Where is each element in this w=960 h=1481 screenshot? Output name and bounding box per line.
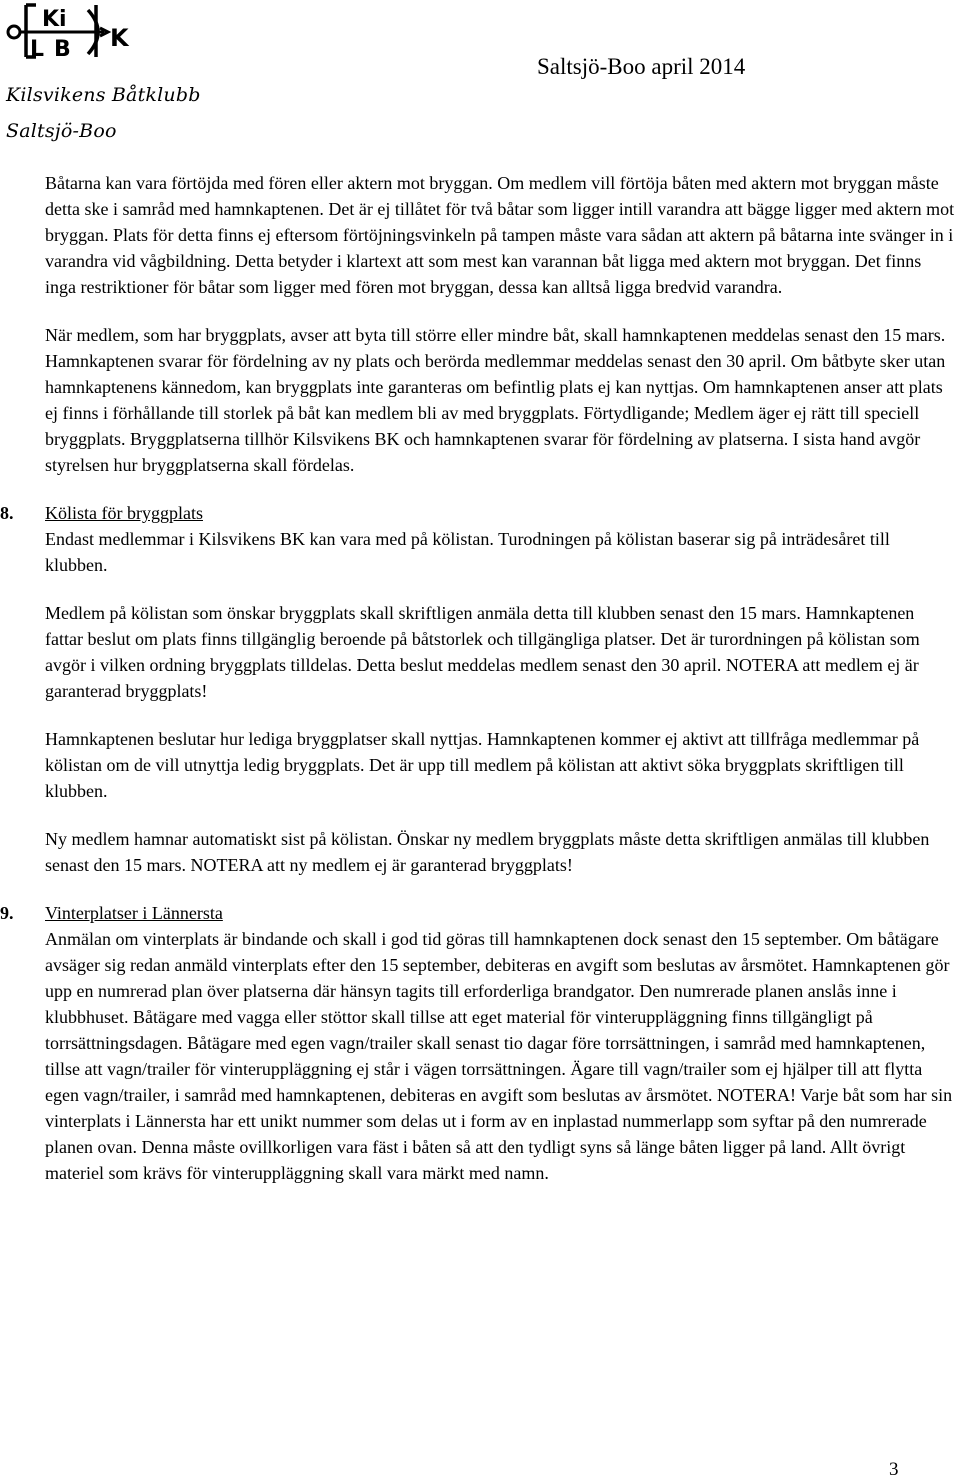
paragraph-boat-change: När medlem, som har bryggplats, avser att byta till större eller mindre båt, skall hamnkaptenen meddelas senast den 15 mars. Hamnkaptenen svarar för fördelning av ny plats och berörda medlemmar meddelas senast den 30 april. Om båtbyte sker utan hamnkaptenens kännedom, kan bryggplats inte garanteras om befintlig plats ej kan nyttjas. Om hamnkaptenen anser att plats ej finns i förhållande till storlek på båt kan medlem bli av med bryggplats. Förtydligande; Medlem äger ej rätt till speciell bryggplats. Bryggplatserna tillhör Kilsvikens BK och hamnkaptenen svarar för fördelning av platserna. I sista hand avgör styrelsen hur bryggplatserna skall fördelas.: [45, 325, 946, 475]
logo-letters-ki: Ki: [42, 7, 67, 32]
section-8: [0, 500, 955, 878]
section-paragraph: Ny medlem hamnar automatiskt sist på kölistan. Önskar ny medlem bryggplats måste detta skriftligen anmälas till klubben senast den 15 mars. NOTERA att ny medlem ej är garanterad bryggplats!: [45, 829, 930, 875]
club-location: Saltsjö-Boo: [6, 120, 117, 142]
section-number: 9.: [0, 903, 14, 923]
section-paragraph: Medlem på kölistan som önskar bryggplats skall skriftligen anmäla detta till klubben senast den 15 mars. Hamnkaptenen fattar beslut om plats finns tillgänglig beroende på båtstorlek och tillgängliga platser. Det är turordningen på kölistan som avgör i vilken ordning bryggplats tilldelas. Detta beslut meddelas medlem senast den 30 april. NOTERA att medlem ej är garanterad bryggplats!: [45, 603, 920, 701]
club-name: Kilsvikens Båtklubb: [6, 84, 201, 106]
page-number: 3: [889, 1459, 899, 1480]
section-number: 8.: [0, 503, 14, 523]
document-body: [0, 170, 955, 1186]
section-title: Vinterplatser i Lännersta: [45, 903, 223, 923]
section-title: Kölista för bryggplats: [45, 503, 203, 523]
section-paragraph: Endast medlemmar i Kilsvikens BK kan vara med på kölistan. Turodningen på kölistan baserar sig på inträdesåret till klubben.: [45, 529, 890, 575]
club-logo: [4, 2, 144, 62]
section-9: [0, 900, 955, 1186]
logo-letter-k: K: [110, 24, 129, 52]
paragraph-mooring: Båtarna kan vara förtöjda med fören eller aktern mot bryggan. Om medlem vill förtöja båten med aktern mot bryggan måste detta ske i samråd med hamnkaptenen. Det är ej tillåtet för två båtar som ligger intill varandra att bägge ligger med aktern mot bryggan. Plats för detta finns ej eftersom förtöjningsvinkeln på tampen måste vara sådan att aktern på båtarna inte svänger in i varandra vid vågbildning. Detta betyder i klartext att som mest kan varannan båt ligga med aktern mot bryggan. Det finns inga restriktioner för båtar som ligger med fören mot bryggan, dessa kan alltså ligga bredvid varandra.: [45, 173, 955, 297]
section-paragraph: Hamnkaptenen beslutar hur lediga bryggplatser skall nyttjas. Hamnkaptenen kommer ej aktivt att tillfråga medlemmar på kölistan om de vill utnyttja ledig bryggplats. Det är upp till medlem på kölistan att aktivt söka bryggplats skriftligen till klubben.: [45, 729, 920, 801]
document-date: Saltsjö-Boo april 2014: [537, 54, 746, 79]
logo-letter-b: B: [54, 37, 71, 62]
logo-letter-l: L: [30, 37, 45, 62]
section-paragraph: Anmälan om vinterplats är bindande och skall i god tid göras till hamnkaptenen dock senast den 15 september. Om båtägare avsäger sig redan anmäld vinterplats efter den 15 september, debiteras en avgift som beslutas av årsmötet. Hamnkaptenen gör upp en numrerad plan över platserna där hänsyn tagits till erforderliga brandgator. Den numrerade planen anslås inne i klubbhuset. Båtägare med vagga eller stöttor skall tillse att eget material för vinteruppläggning finns tillgängligt på torrsättningsdagen. Båtägare med egen vagn/trailer skall senast tio dagar före torrsättningen, i samråd med hamnkaptenen, tillse att vagn/trailer för vinteruppläggning ej står i vägen torrsättningen. Ägare till vagn/trailer som ej hjälper till att flytta egen vagn/trailer, i samråd med hamnkaptenen, debiteras en avgift som beslutas av årsmötet. NOTERA! Varje båt som har sin vinterplats i Lännersta har ett unikt nummer som delas ut i form av en inplastad nummerlapp som syftar på den numrerade planen ovan. Denna måste ovillkorligen vara fäst i båten så att den tydligt syns så länge båten ligger på land. Allt övrigt materiel som krävs för vinteruppläggning skall vara märkt med namn.: [45, 929, 953, 1183]
